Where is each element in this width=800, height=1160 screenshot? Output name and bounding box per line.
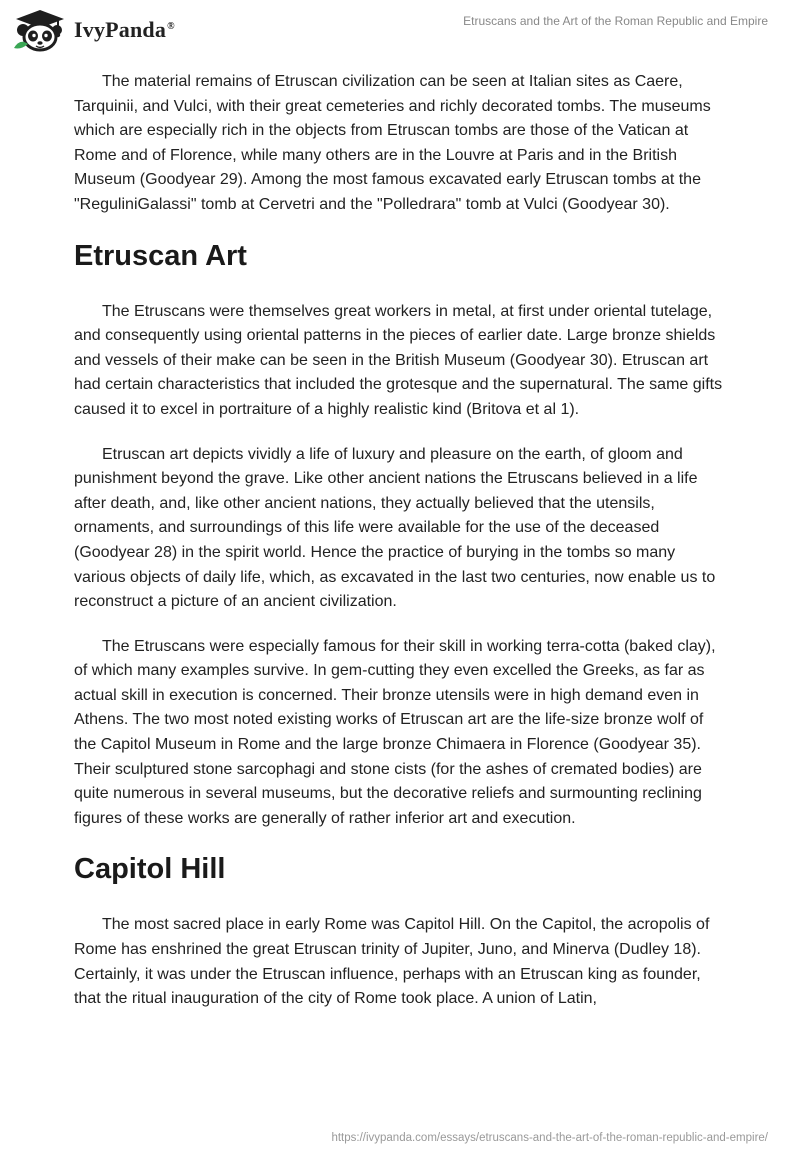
registered-mark: ® bbox=[167, 20, 175, 32]
document-title: Etruscans and the Art of the Roman Republic and Empire bbox=[463, 14, 768, 28]
intro-paragraph: The material remains of Etruscan civilization can be seen at Italian sites as Caere, Tarquinii, and Vulci, with their great cemeteries and richly decorated tombs. The museums which are especially rich in the objects from Etruscan tombs are those of the Vatican at Rome and of Florence, while many others are in the Louvre at Paris and in the British Museum (Goodyear 29). Among the most famous excavated early Etruscan tombs at the "ReguliniGalassi" tomb at Cervetri and the "Polledrara" tomb at Vulci (Goodyear 30). bbox=[74, 73, 711, 213]
panda-graduation-cap-icon bbox=[12, 8, 68, 52]
page-header bbox=[0, 0, 800, 60]
essay-content bbox=[74, 70, 730, 1032]
site-logo[interactable] bbox=[12, 8, 175, 52]
section-heading-capitol-hill: Capitol Hill bbox=[74, 853, 226, 886]
paragraph: The Etruscans were themselves great workers in metal, at first under oriental tutelage, and consequently using oriental patterns in the pieces of earlier date. Large bronze shields and vessels of their make can be seen in the British Museum (Goodyear 30). Etruscan art had certain characteristics that included the grotesque and the supernatural. The same gifts caused it to excel in portraiture of a highly realistic kind (Britova et al 1). bbox=[74, 302, 723, 418]
paragraph: The most sacred place in early Rome was Capitol Hill. On the Capitol, the acropolis of Rome has enshrined the great Etruscan trinity of Jupiter, Juno, and Minerva (Dudley 18). Certainly, it was under the Etruscan influence, perhaps with an Etruscan king as founder, that the ritual inauguration of the city of Rome took place. A union of Latin, bbox=[74, 916, 710, 1008]
paragraph: The Etruscans were especially famous for their skill in working terra-cotta (baked clay), of which many examples survive. In gem-cutting they even excelled the Greeks, as far as actual skill in execution is concerned. Their bronze utensils were in high demand even in Athens. The two most noted existing works of Etruscan art are the life-size bronze wolf of the Capitol Museum in Rome and the large bronze Chimaera in Florence (Goodyear 35). Their sculptured stone sarcophagi and stone cists (for the ashes of cremated bodies) are quite numerous in several museums, but the decorative reliefs and surmounting reclining figures of these works are generally of rather inferior art and execution. bbox=[74, 637, 716, 827]
section-heading-etruscan-art: Etruscan Art bbox=[74, 239, 247, 272]
paragraph: Etruscan art depicts vividly a life of luxury and pleasure on the earth, of gloom and punishment beyond the grave. Like other ancient nations the Etruscans believed in a life after death, and, like other ancient nations, they actually believed that the utensils, ornaments, and surroundings of this life were available for the use of the deceased (Goodyear 28) in the spirit world. Hence the practice of burying in the tombs so many various objects of daily life, which, as excavated in the last two centuries, now enable us to reconstruct a picture of an ancient civilization. bbox=[74, 445, 716, 611]
logo-wordmark: IvyPanda® bbox=[74, 17, 175, 42]
source-url[interactable]: https://ivypanda.com/essays/etruscans-and-the-art-of-the-roman-republic-and-empire/ bbox=[331, 1132, 768, 1144]
